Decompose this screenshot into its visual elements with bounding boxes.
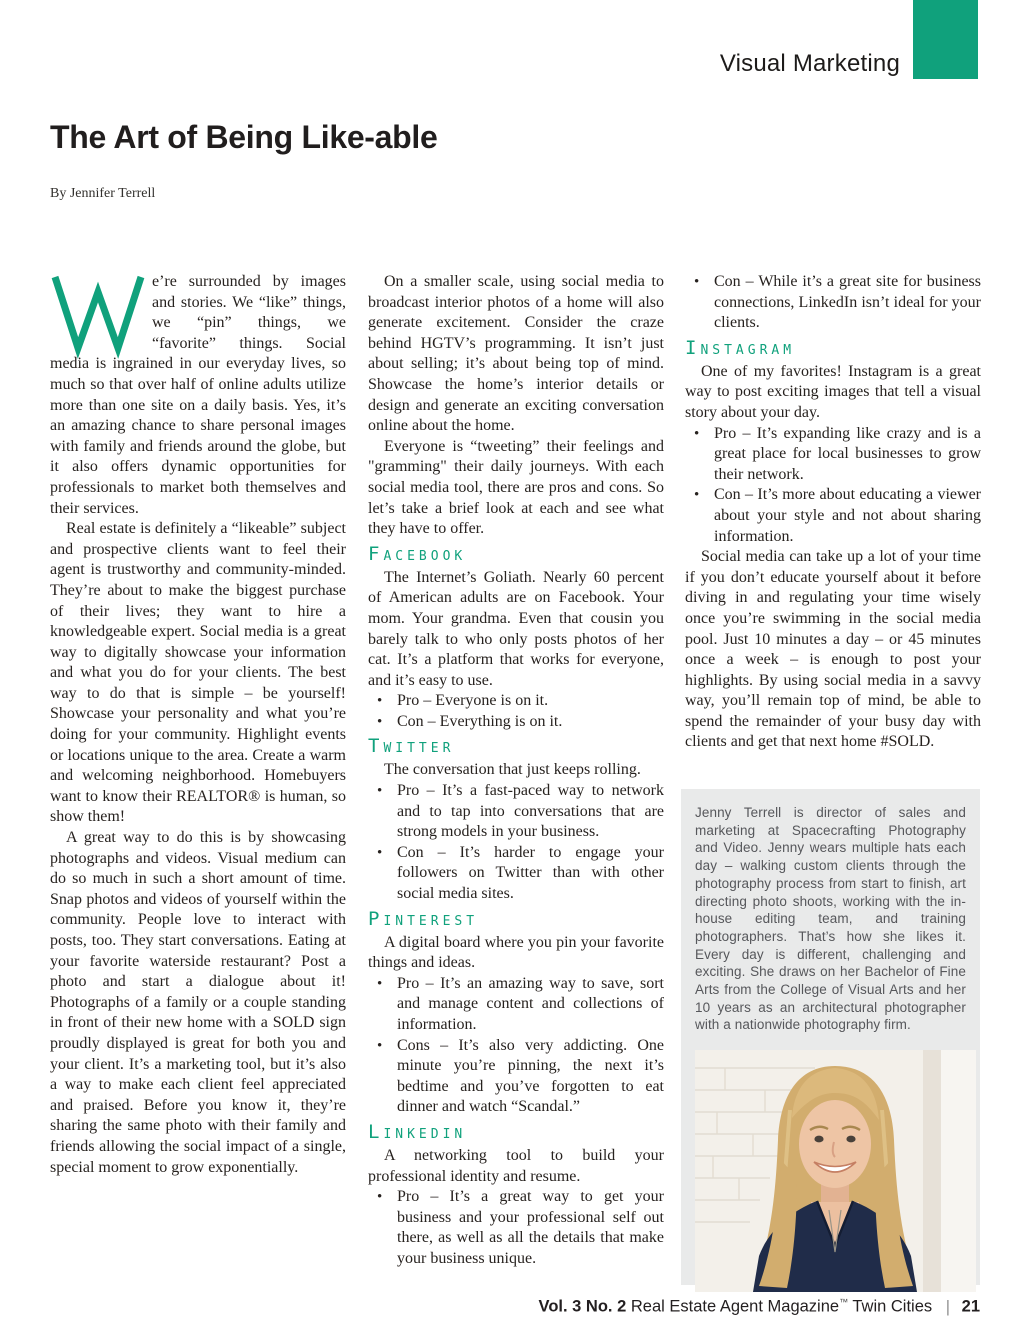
pro-con-list: [368, 781, 664, 905]
pro-con-list: [368, 974, 664, 1118]
face: [799, 1100, 871, 1188]
footer-page-number: 21: [961, 1297, 980, 1316]
pro-con-list: [685, 424, 981, 548]
pro-con-item: • Pro – It’s a fast-paced way to network and to tap into conversations that are strong models in your business.: [368, 781, 664, 843]
article-paragraph: The Internet’s Goliath. Nearly 60 percent of American adults are on Facebook. Your mom. Your grandma. Even that cousin you barely talk to who only posts photos of her cat. It’s a platform that works for everyone, and it’s easy to use.: [368, 568, 664, 689]
section-label: Visual Marketing: [719, 50, 900, 77]
section-heading-linkedin: Linkedin: [368, 1120, 467, 1143]
section-heading-twitter: Twitter: [368, 735, 455, 758]
pro-con-item: • Con – It’s more about educating a viewer about your style and not about sharing information.: [685, 485, 981, 547]
article-paragraph: Everyone is “tweeting” their feelings and "gramming" their daily journeys. With each social media tool, there are pros and cons. So let’s take a brief look at each and see what they have to offer.: [368, 437, 664, 538]
article-column-3: [685, 272, 981, 753]
article-paragraph: A digital board where you pin your favorite things and ideas.: [368, 933, 664, 972]
footer-volume: Vol. 3 No. 2: [538, 1297, 627, 1316]
article-paragraph: On a smaller scale, using social media to broadcast interior photos of a home will also generate excitement. Consider the craze behind HGTV’s programming. It isn’t just about selling; it’s about being top of mind. Showcase the home’s interior details or design and generate an exciting conversation online about the home.: [368, 273, 664, 435]
pro-con-list: [368, 691, 664, 732]
section-heading-facebook: Facebook: [368, 542, 467, 565]
pro-con-item: • Pro – It’s a great way to get your business and your professional self out there, as well as all the details that make your business unique.: [368, 1187, 664, 1269]
right-eye: [846, 1136, 855, 1143]
article-title: The Art of Being Like-able: [50, 119, 438, 155]
pro-con-item: • Pro – It’s an amazing way to save, sort and manage content and collections of information.: [368, 974, 664, 1036]
drop-cap-w: [50, 274, 150, 354]
accent-block: [913, 0, 978, 79]
pro-con-list: [368, 1187, 664, 1269]
pro-con-item: • Cons – It’s also very addicting. One minute you’re pinning, the next it’s bedtime and you’ve forgotten to eat dinner and watch “Scandal.”: [368, 1036, 664, 1118]
author-portrait-photo: [695, 1050, 976, 1292]
pro-con-list: [685, 272, 981, 334]
left-eye: [814, 1136, 823, 1143]
article-paragraph: The conversation that just keeps rolling.: [384, 761, 641, 779]
pro-con-item: • Pro – It’s expanding like crazy and is a great place for local businesses to grow their network.: [685, 424, 981, 486]
footer-divider: |: [945, 1297, 951, 1316]
article-paragraph: A networking tool to build your professional identity and resume.: [368, 1146, 664, 1185]
article-paragraph: A great way to do this is by showcasing photographs and videos. Visual medium can do so much in such a short amount of time. Snap photos and videos of yourself within the community. People love to interact with posts, too. They start conversations. Eating at your favorite waterside restaurant? Post a photo and start a dialogue about it! Photographs of a family or a couple standing in front of their new home with a SOLD sign proudly displayed is great for both you and your client. It’s a marketing tool, but it’s also a way to make each client feel appreciated and praised. Before you know it, they’re sharing the same photo with their family and friends allowing the social impact of a single, special moment to grow exponentially.: [50, 829, 346, 1176]
footer-region: Twin Cities: [852, 1297, 933, 1316]
author-bio-box: [681, 789, 980, 1285]
pro-con-item: • Con – Everything is on it.: [368, 712, 664, 733]
section-heading-pinterest: Pinterest: [368, 907, 479, 930]
footer-trademark: ™: [839, 1297, 849, 1307]
article-paragraph: Real estate is definitely a “likeable” subject and prospective clients want to feel their agent is trustworthy and community-minded. They’re about to make the biggest purchase of their lives; they want to hire a knowledgeable expert. Social media is a great way to digitally showcase your information and what you do for your clients. The best way to do that is simple – be yourself! Showcase your personality and what you’re doing for your community. Highlight events or locations unique to the area. Create a warm and welcoming neighborhood. Homebuyers want to know their REALTOR® is human, so show them!: [50, 520, 346, 826]
article-column-2: [368, 272, 664, 1270]
section-heading-instagram: Instagram: [685, 336, 796, 359]
pro-con-item: • Pro – Everyone is on it.: [368, 691, 664, 712]
author-bio-text: Jenny Terrell is director of sales and marketing at Spacecrafting Photography and Video. Jenny wears multiple hats each day – walking custom clients through the photography process from start to finish, art directing photo shoots, working with the in-house editing team, and training photographers. That’s how she likes it. Every day is different, challenging and exciting. She draws on her Bachelor of Fine Arts from the College of Visual Arts and her 10 years as an architectural photographer with a nationwide photography firm.: [695, 805, 966, 1033]
page-footer: [539, 1297, 980, 1317]
pro-con-item: • Con – It’s harder to engage your followers on Twitter than with other social media sites.: [368, 843, 664, 905]
byline: By Jennifer Terrell: [50, 186, 156, 201]
pro-con-item: • Con – While it’s a great site for business connections, LinkedIn isn’t ideal for your clients.: [685, 272, 981, 334]
article-paragraph: One of my favorites! Instagram is a great way to post exciting images that tell a visual story about your day.: [685, 362, 981, 421]
article-paragraph: Social media can take up a lot of your time if you don’t educate yourself about it before diving in and regulating your time wisely once you’re swimming in the social media pool. Just 10 minutes a day – or 45 minutes once a week – is enough to post your highlights. By using social media in a savvy way, you’ll remain top of mind, be able to spend the remainder of your busy day with clients and get that next home #SOLD.: [685, 548, 981, 751]
footer-magazine-name: Real Estate Agent Magazine: [630, 1297, 840, 1316]
article-column-1: [50, 272, 346, 1178]
article-paragraph: e’re surrounded by images and stories. We “like” things, we “pin” things, we “favorite” things. Social media is ingrained in our everyday lives, so much so that over half of online adults utilize more than one site on a daily basis. Yes, it’s an amazing chance to share personal images with family and friends around the globe, but it also offers dynamic opportunities for professionals to market both themselves and their services.: [50, 273, 346, 517]
